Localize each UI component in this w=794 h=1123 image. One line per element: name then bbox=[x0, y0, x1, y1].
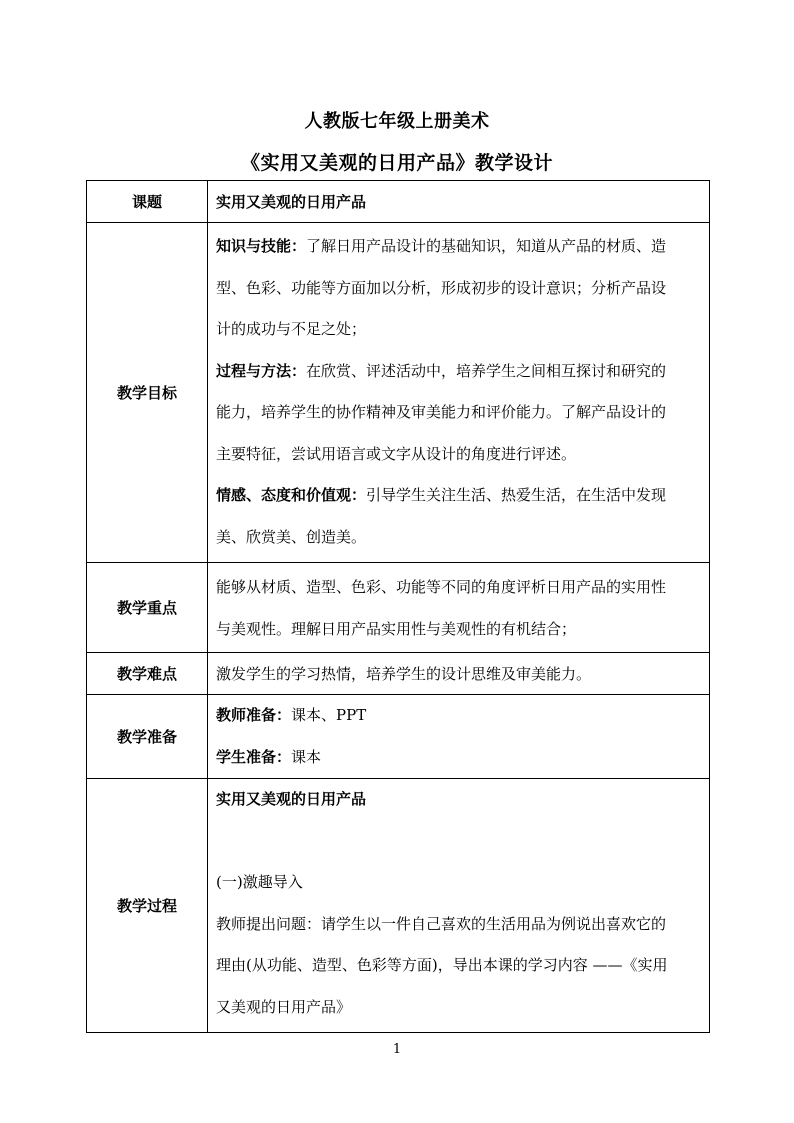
process-line: 又美观的日用产品》 bbox=[216, 997, 352, 1016]
objective-line: 型、色彩、功能等方面加以分析，形成初步的设计意识；分析产品设 bbox=[216, 278, 667, 297]
lesson-plan-table bbox=[86, 180, 710, 1033]
process-line: 理由(从功能、造型、色彩等方面)，导出本课的学习内容 ——《实用 bbox=[216, 956, 668, 974]
topic-value: 实用又美观的日用产品 bbox=[208, 181, 710, 223]
preparation-content bbox=[208, 695, 710, 779]
process-line: 教师提出问题：请学生以一件自己喜欢的生活用品为例说出喜欢它的 bbox=[216, 914, 667, 933]
objectives-label: 教学目标 bbox=[87, 223, 208, 563]
process-label: 教学过程 bbox=[87, 779, 208, 1033]
objectives-content bbox=[208, 223, 710, 563]
document-title: 人教版七年级上册美术 bbox=[304, 111, 490, 132]
objective-line: 过程与方法：在欣赏、评述活动中，培养学生之间相互探讨和研究的 bbox=[216, 361, 667, 380]
objective-line: 情感、态度和价值观：引导学生关注生活、热爱生活，在生活中发现 bbox=[216, 486, 667, 504]
objective-line: 计的成功与不足之处； bbox=[216, 320, 367, 338]
preparation-label: 教学准备 bbox=[87, 695, 208, 779]
objective-line: 知识与技能：了解日用产品设计的基础知识，知道从产品的材质、造 bbox=[216, 237, 667, 255]
page-number: 1 bbox=[392, 1042, 402, 1057]
key-points-label: 教学重点 bbox=[87, 563, 208, 653]
objective-line: 能力，培养学生的协作精神及审美能力和评价能力。了解产品设计的 bbox=[216, 403, 667, 421]
row-preparation bbox=[87, 695, 710, 779]
key-points-content bbox=[208, 563, 710, 653]
document-subtitle: 《实用又美观的日用产品》教学设计 bbox=[240, 152, 553, 174]
objective-line: 主要特征，尝试用语言或文字从设计的角度进行评述。 bbox=[216, 444, 577, 463]
objective-line: 美、欣赏美、创造美。 bbox=[216, 527, 367, 546]
difficulties-label: 教学难点 bbox=[87, 653, 208, 695]
key-point-line: 与美观性。理解日用产品实用性与美观性的有机结合； bbox=[216, 619, 577, 638]
student-preparation: 学生准备：课本 bbox=[216, 747, 322, 766]
teacher-preparation: 教师准备：课本、PPT bbox=[216, 706, 367, 724]
process-section-title: (一)激趣导入 bbox=[216, 873, 303, 891]
row-objectives bbox=[87, 223, 710, 563]
key-point-line: 能够从材质、造型、色彩、功能等不同的角度评析日用产品的实用性 bbox=[216, 578, 667, 596]
process-heading: 实用又美观的日用产品 bbox=[216, 790, 367, 808]
difficulties-value: 激发学生的学习热情，培养学生的设计思维及审美能力。 bbox=[208, 653, 710, 695]
row-difficulties bbox=[87, 653, 710, 695]
process-content bbox=[208, 779, 710, 1033]
row-topic bbox=[87, 181, 710, 223]
row-key-points bbox=[87, 563, 710, 653]
row-process bbox=[87, 779, 710, 1033]
topic-label: 课题 bbox=[87, 181, 208, 223]
